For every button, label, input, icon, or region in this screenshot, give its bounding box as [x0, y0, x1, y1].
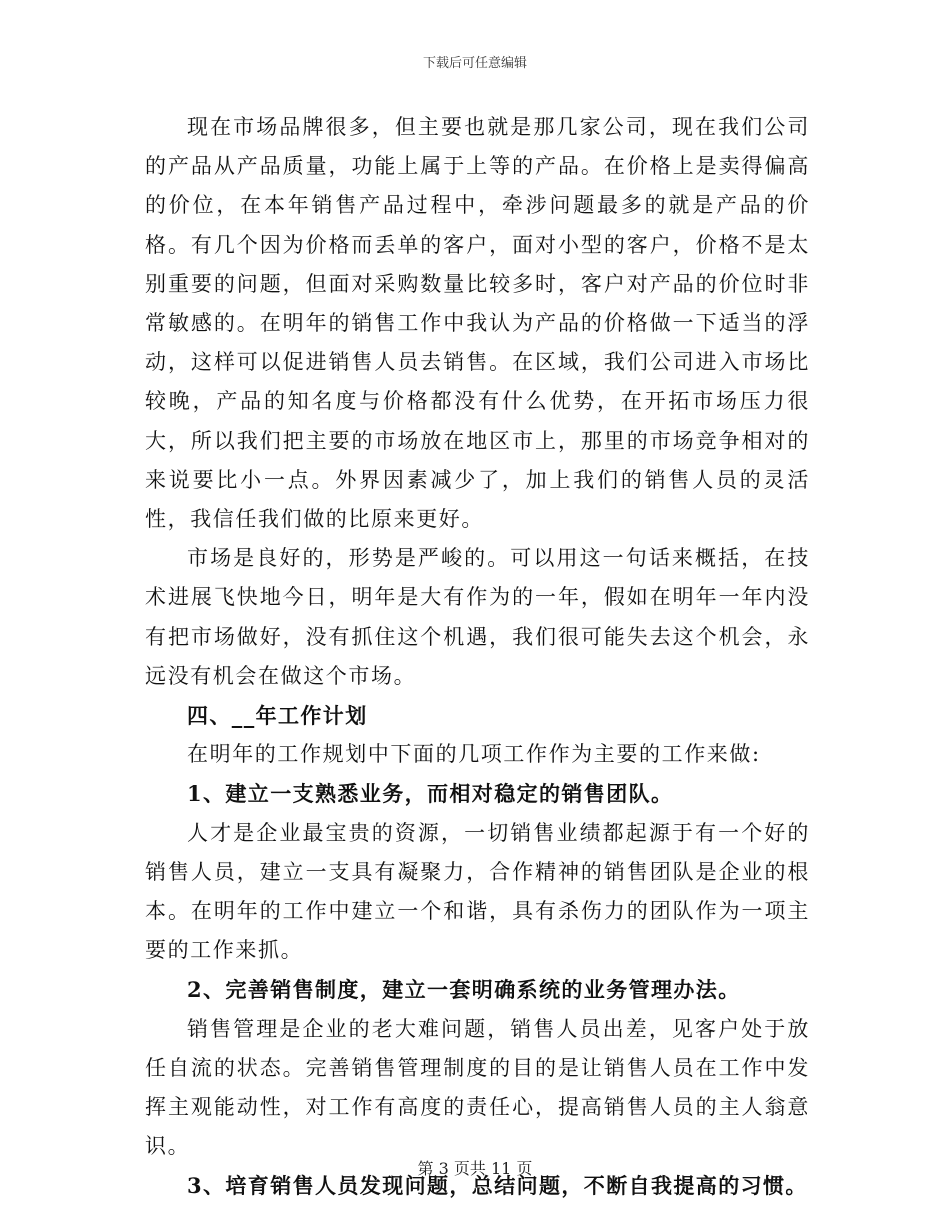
paragraph-market-outlook: 市场是良好的，形势是严峻的。可以用这一句话来概括，在技术进展飞快地今日，明年是大有作为的一年，假如在明年一年内没有把市场做好，没有抓住这个机遇，我们很可能失去这个机会，永远没有机会在做这个市场。 [145, 546, 810, 688]
document-body [145, 108, 810, 1206]
page-header: 下载后可任意编辑 [422, 56, 527, 71]
plan-item-1-heading: 1、建立一支熟悉业务，而相对稳定的销售团队。 [187, 781, 674, 807]
page-footer: 第 3 页共 11 页 [417, 1159, 533, 1178]
paragraph-market-brands: 现在市场品牌很多，但主要也就是那几家公司，现在我们公司的产品从产品质量，功能上属于上等的产品。在价格上是卖得偏高的价位，在本年销售产品过程中，牵涉问题最多的就是产品的价格。有几个因为价格而丢单的客户，面对小型的客户，价格不是太别重要的问题，但面对采购数量比较多时，客户对产品的价位时非常敏感的。在明年的销售工作中我认为产品的价格做一下适当的浮动，这样可以促进销售人员去销售。在区域，我们公司进入市场比较晚，产品的知名度与价格都没有什么优势，在开拓市场压力很大，所以我们把主要的市场放在地区市上，那里的市场竞争相对的来说要比小一点。外界因素减少了，加上我们的销售人员的灵活性，我信任我们做的比原来更好。 [145, 115, 810, 532]
section-heading-work-plan: 四、__年工作计划 [187, 703, 368, 729]
plan-item-2-heading: 2、完善销售制度，建立一套明确系统的业务管理办法。 [187, 977, 741, 1003]
paragraph-plan-intro: 在明年的工作规划中下面的几项工作作为主要的工作来做: [187, 742, 761, 767]
plan-item-3-heading: 3、培育销售人员发现问题，总结问题，不断自我提高的习惯。 [187, 1173, 808, 1199]
paragraph-sales-team: 人才是企业最宝贵的资源，一切销售业绩都起源于有一个好的销售人员，建立一支具有凝聚力，合作精神的销售团队是企业的根本。在明年的工作中建立一个和谐，具有杀伤力的团队作为一项主要的工作来抓。 [145, 820, 810, 963]
paragraph-sales-management: 销售管理是企业的老大难问题，销售人员出差，见客户处于放任自流的状态。完善销售管理制度的目的是让销售人员在工作中发挥主观能动性，对工作有高度的责任心，提高销售人员的主人翁意识。 [145, 1016, 810, 1159]
